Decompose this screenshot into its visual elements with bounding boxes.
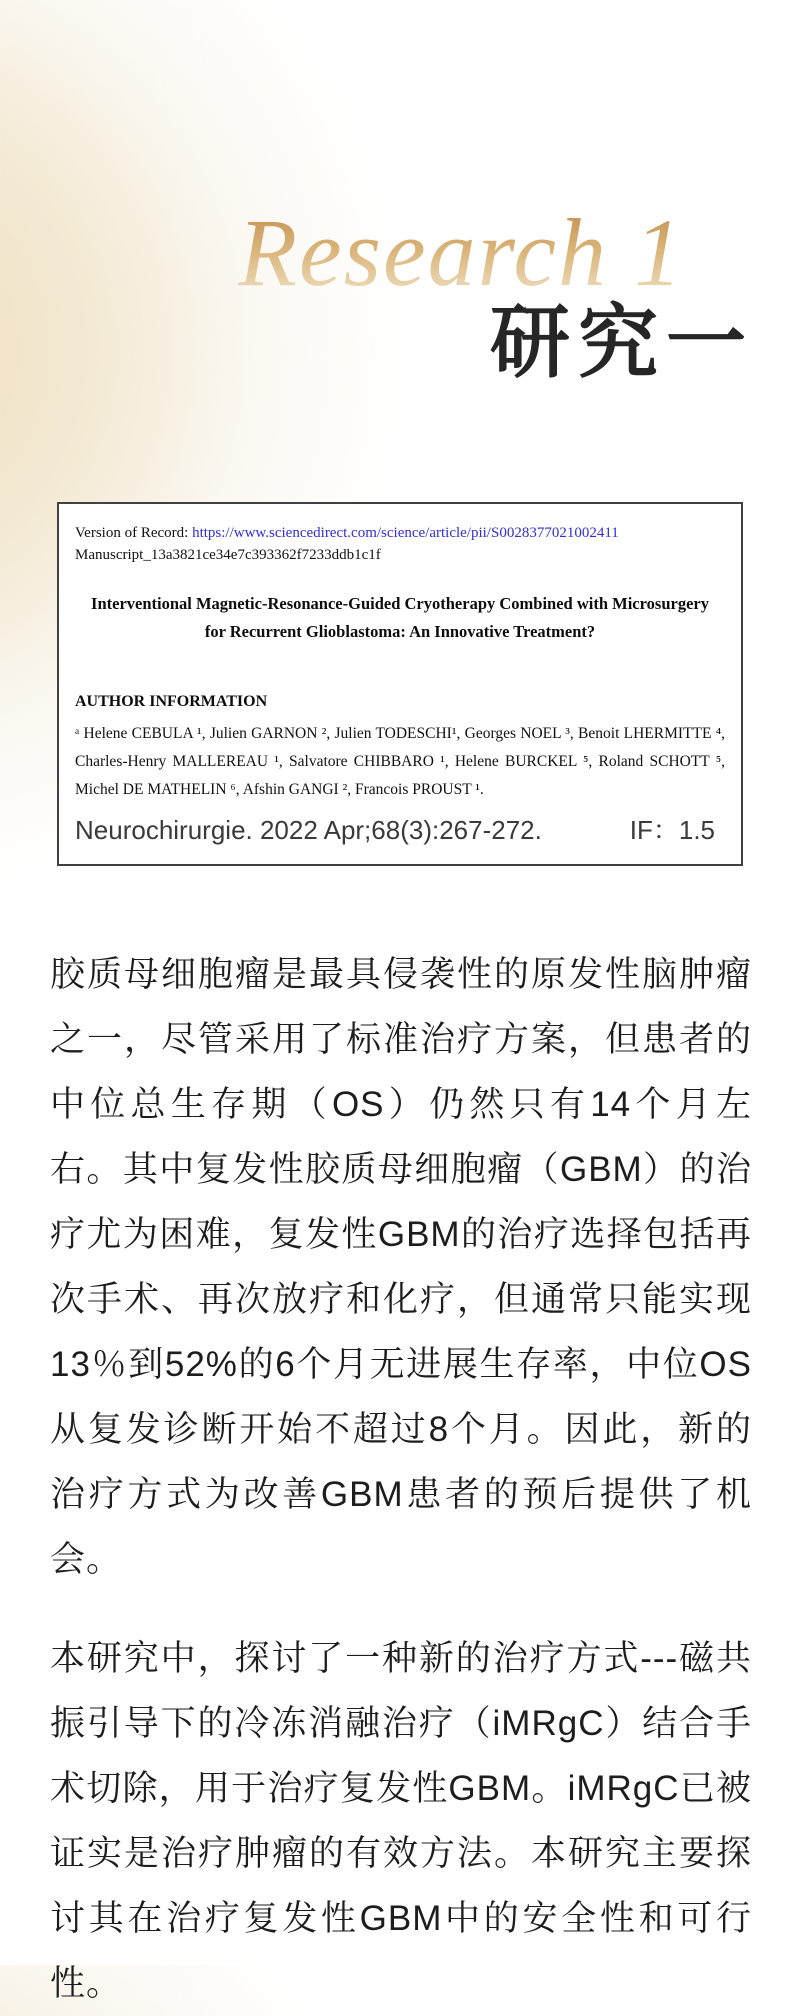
author-list: ᵃ Helene CEBULA ¹, Julien GARNON ², Julien TODESCHI¹, Georges NOEL ³, Benoit LHERMITTE ⁴, Charles-Henry MALLEREAU ¹, Salvatore CHIBBARO ¹, Helene BURCKEL ⁵, Roland SCHOTT ⁵, Michel DE MATHELIN ⁶, Afshin GANGI ², Francois PROUST ¹. (75, 725, 725, 798)
paper-title (75, 590, 725, 646)
sciencedirect-article-link[interactable]: https://www.sciencedirect.com/science/article/pii/S0028377021002411 (192, 525, 619, 541)
header (0, 0, 800, 388)
journal-citation: Neurochirurgie. 2022 Apr;68(3):267-272. (75, 815, 542, 845)
version-of-record-label: Version of Record: (75, 525, 193, 541)
manuscript-id: Manuscript_13a3821ce34e7c393362f7233ddb1c1f (75, 547, 381, 563)
version-of-record-line (75, 522, 725, 544)
impact-factor-badge: IF：1.5 (629, 815, 715, 845)
page-title-chinese: 研究一 (490, 300, 754, 388)
paragraph-study-intro: 本研究中，探讨了一种新的治疗方式---磁共振引导下的冷冻消融治疗（iMRgC）结合手术切除，用于治疗复发性GBM。iMRgC已被证实是治疗肿瘤的有效方法。本研究主要探讨其在治疗复发性GBM中的安全性和可行性。 (50, 1639, 752, 2003)
paper-title-line-1: Interventional Magnetic-Resonance-Guided Cryotherapy Combined with Microsurgery (91, 594, 709, 613)
page-title-english: Research 1 (0, 212, 684, 294)
author-information-heading: AUTHOR INFORMATION (75, 693, 268, 710)
citation-card (57, 502, 743, 866)
paragraph-background: 胶质母细胞瘤是最具侵袭性的原发性脑肿瘤之一，尽管采用了标准治疗方案，但患者的中位总生存期（OS）仍然只有14个月左右。其中复发性胶质母细胞瘤（GBM）的治疗尤为困难，复发性GBM的治疗选择包括再次手术、再次放疗和化疗，但通常只能实现13％到52%的6个月无进展生存率，中位OS从复发诊断开始不超过8个月。因此，新的治疗方式为改善GBM患者的预后提供了机会。 (50, 955, 752, 1579)
article-body (0, 942, 800, 2016)
paper-title-line-2: for Recurrent Glioblastoma: An Innovative Treatment? (204, 622, 596, 641)
journal-citation-row (75, 812, 725, 848)
